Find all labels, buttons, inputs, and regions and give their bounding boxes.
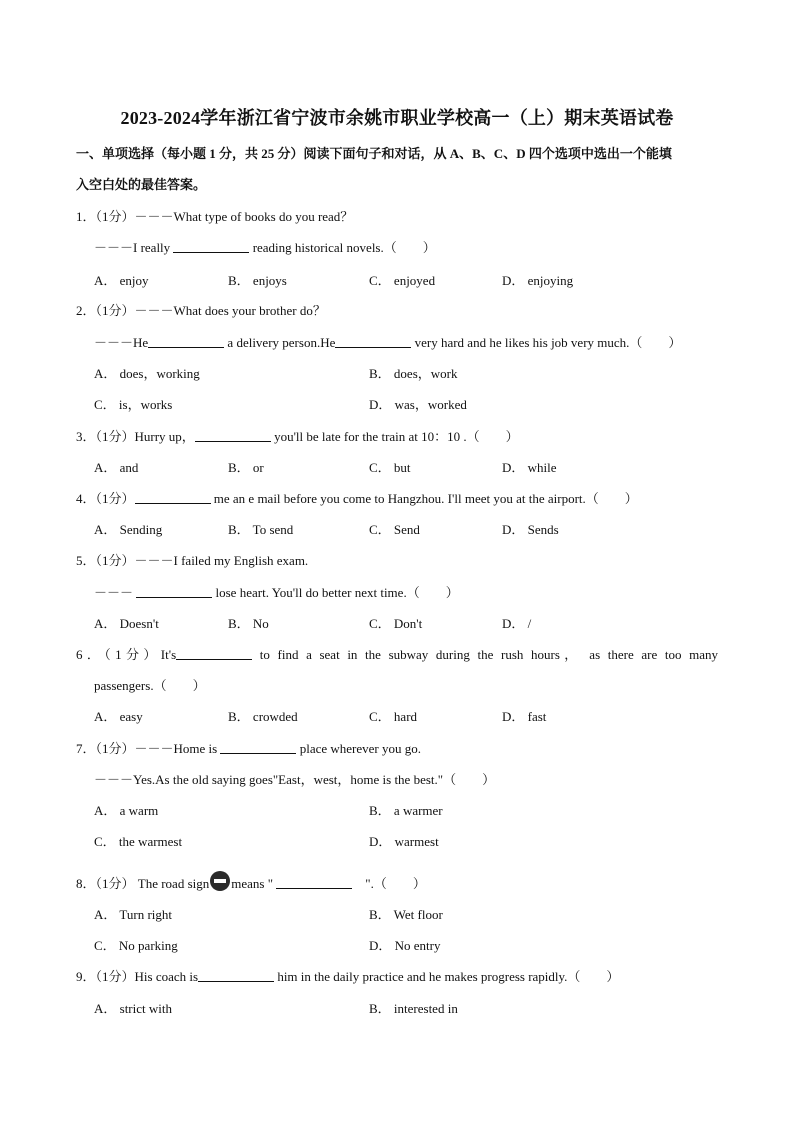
answer-blank: [335, 335, 411, 348]
option: C． enjoyed: [369, 273, 436, 288]
question-number: 8．（1分）: [76, 876, 135, 891]
answer-blank: [198, 969, 274, 982]
question-number: 4．（1分）: [76, 491, 135, 506]
question-number: 2．（1分）: [76, 303, 135, 318]
option: B． Wet floor: [369, 907, 443, 922]
option: A． enjoy: [94, 273, 149, 288]
option: B． crowded: [228, 709, 298, 724]
option: A． and: [94, 460, 139, 475]
option: D． /: [502, 616, 532, 631]
answer-blank: [220, 741, 296, 754]
question-number: 5．（1分）: [76, 553, 135, 568]
option: A． Doesn't: [94, 616, 159, 631]
option: C． No parking: [94, 938, 178, 953]
answer-blank: [173, 240, 249, 253]
question-3-stem: 3．（1分）Hurry up， you'll be late for the train at 10：10 .（ ）: [76, 429, 519, 444]
option: B． a warmer: [369, 803, 443, 818]
option: C． Don't: [369, 616, 423, 631]
option: B． To send: [228, 522, 294, 537]
question-1-stem: －－－I really reading historical novels.（ ）: [94, 240, 436, 255]
question-number: 9．（1分）: [76, 969, 135, 984]
option: A． Turn right: [94, 907, 173, 922]
page-title: 2023-2024学年浙江省宁波市余姚市职业学校高一（上）期末英语试卷: [120, 108, 674, 128]
section-heading-line: 入空白处的最佳答案。: [76, 177, 207, 192]
option: B． No: [228, 616, 269, 631]
answer-blank: [276, 876, 352, 889]
question-8-stem: 8．（1分） The road sign means " ".（ ）: [76, 871, 426, 892]
question-5-stem: －－－ lose heart. You'll do better next time.（ ）: [94, 585, 459, 600]
answer-blank: [195, 429, 271, 442]
option: B． does，work: [369, 366, 458, 381]
option: C． Send: [369, 522, 420, 537]
answer-blank: [148, 335, 224, 348]
question-5-stem: 5．（1分）－－－I failed my English exam.: [76, 553, 309, 568]
option: B． enjoys: [228, 273, 287, 288]
question-2-stem: 2．（1分）－－－What does your brother do？: [76, 303, 326, 318]
option: C． hard: [369, 709, 418, 724]
option: A． strict with: [94, 1001, 172, 1016]
section-heading-line: 一、单项选择（每小题 1 分，共 25 分）阅读下面句子和对话，从 A、B、C、D 四个选项中选出一个能填: [76, 146, 672, 161]
option: D． warmest: [369, 834, 439, 849]
question-number: 3．（1分）: [76, 429, 135, 444]
section-heading: [76, 138, 726, 200]
option: C． the warmest: [94, 834, 183, 849]
option: A． Sending: [94, 522, 163, 537]
option: D． enjoying: [502, 273, 574, 288]
option: B． interested in: [369, 1001, 458, 1016]
question-9-stem: 9．（1分）His coach is him in the daily practice and he makes progress rapidly.（ ）: [76, 969, 620, 984]
question-7-stem: 7．（1分）－－－Home is place wherever you go.: [76, 741, 421, 756]
option: C． but: [369, 460, 411, 475]
option: A． easy: [94, 709, 143, 724]
answer-blank: [176, 647, 252, 660]
question-7-stem: －－－Yes.As the old saying goes"East，west，home is the best."（ ）: [94, 772, 496, 787]
question-4-stem: 4．（1分） me an e mail before you come to Hangzhou. I'll meet you at the airport.（ ）: [76, 491, 638, 506]
question-number: 6．（1分）: [76, 647, 161, 662]
answer-blank: [135, 491, 211, 504]
question-1-stem: 1．（1分）－－－What type of books do you read？: [76, 209, 354, 224]
option: D． while: [502, 460, 557, 475]
question-number: 7．（1分）: [76, 741, 135, 756]
question-6-stem: passengers.（ ）: [94, 678, 206, 693]
option: D． No entry: [369, 938, 441, 953]
option: A． does，working: [94, 366, 200, 381]
option: D． fast: [502, 709, 547, 724]
no-entry-sign-icon: [210, 871, 230, 891]
option: B． or: [228, 460, 264, 475]
option: D． Sends: [502, 522, 559, 537]
question-6-stem: 6．（1分）It's to find a seat in the subway during the rush hours， as there are too many: [76, 647, 718, 662]
answer-blank: [136, 585, 212, 598]
option: D． was，worked: [369, 397, 467, 412]
option: C． is，works: [94, 397, 173, 412]
question-2-stem: －－－He a delivery person.He very hard and he likes his job very much.（ ）: [94, 335, 682, 350]
question-number: 1．（1分）: [76, 209, 135, 224]
option: A． a warm: [94, 803, 159, 818]
